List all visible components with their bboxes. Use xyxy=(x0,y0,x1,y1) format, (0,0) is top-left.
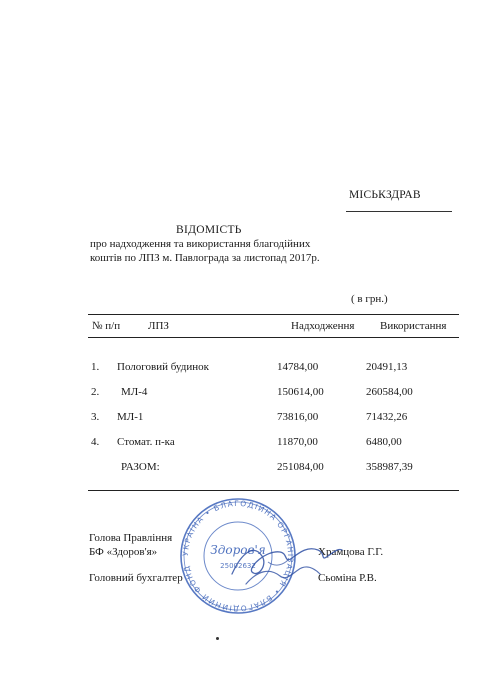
stamp-code: 25002632 xyxy=(220,562,256,570)
accountant-name: Сьоміна Р.В. xyxy=(318,572,377,584)
row-income: 14784,00 xyxy=(277,361,319,373)
table-top-rule xyxy=(88,314,459,315)
row-name: МЛ-1 xyxy=(117,411,144,423)
handwritten-signature xyxy=(228,534,346,590)
recipient: МІСЬКЗДРАВ xyxy=(349,189,421,201)
chair-title-line2: БФ «Здоров'я» xyxy=(89,546,158,558)
header-income: Надходження xyxy=(291,320,355,332)
row-income: 150614,00 xyxy=(277,386,324,398)
total-usage: 358987,39 xyxy=(366,461,413,473)
row-usage: 71432,26 xyxy=(366,411,408,423)
row-number: 1. xyxy=(91,361,100,373)
header-usage: Використання xyxy=(380,320,447,332)
row-number: 4. xyxy=(91,436,100,448)
header-number: № п/п xyxy=(92,320,121,332)
document-subtitle-line1: про надходження та використання благодійних xyxy=(90,238,311,250)
row-income: 11870,00 xyxy=(277,436,318,448)
row-number: 3. xyxy=(91,411,100,423)
row-name: Стомат. п-ка xyxy=(117,436,175,448)
header-lpz: ЛПЗ xyxy=(148,320,169,332)
chair-name: Храмцова Г.Г. xyxy=(318,546,384,558)
page-mark xyxy=(216,637,219,640)
row-usage: 6480,00 xyxy=(366,436,402,448)
row-usage: 20491,13 xyxy=(366,361,408,373)
row-name: Пологовий будинок xyxy=(117,361,209,373)
chair-title-line1: Голова Правління xyxy=(89,532,173,544)
accountant-title: Головний бухгалтер xyxy=(89,572,183,584)
stamp-inner-text: Здоров'я xyxy=(210,543,266,557)
row-income: 73816,00 xyxy=(277,411,319,423)
document-title: ВІДОМІСТЬ xyxy=(176,224,242,236)
total-income: 251084,00 xyxy=(277,461,324,473)
row-usage: 260584,00 xyxy=(366,386,413,398)
table-header-rule xyxy=(88,337,459,338)
table-bottom-rule xyxy=(88,490,459,491)
recipient-underline xyxy=(346,211,452,212)
total-label: РАЗОМ: xyxy=(121,461,160,473)
row-number: 2. xyxy=(91,386,100,398)
currency-unit: ( в грн.) xyxy=(351,293,388,305)
stamp-outer-text: УКРАЇНА • БЛАГОДІЙНА ОРГАНІЗАЦІЯ • БЛАГОДІЙНИЙ ФОНД xyxy=(180,498,296,614)
document-subtitle-line2: коштів по ЛПЗ м. Павлограда за листопад 2017р. xyxy=(90,252,320,264)
row-name: МЛ-4 xyxy=(121,386,148,398)
